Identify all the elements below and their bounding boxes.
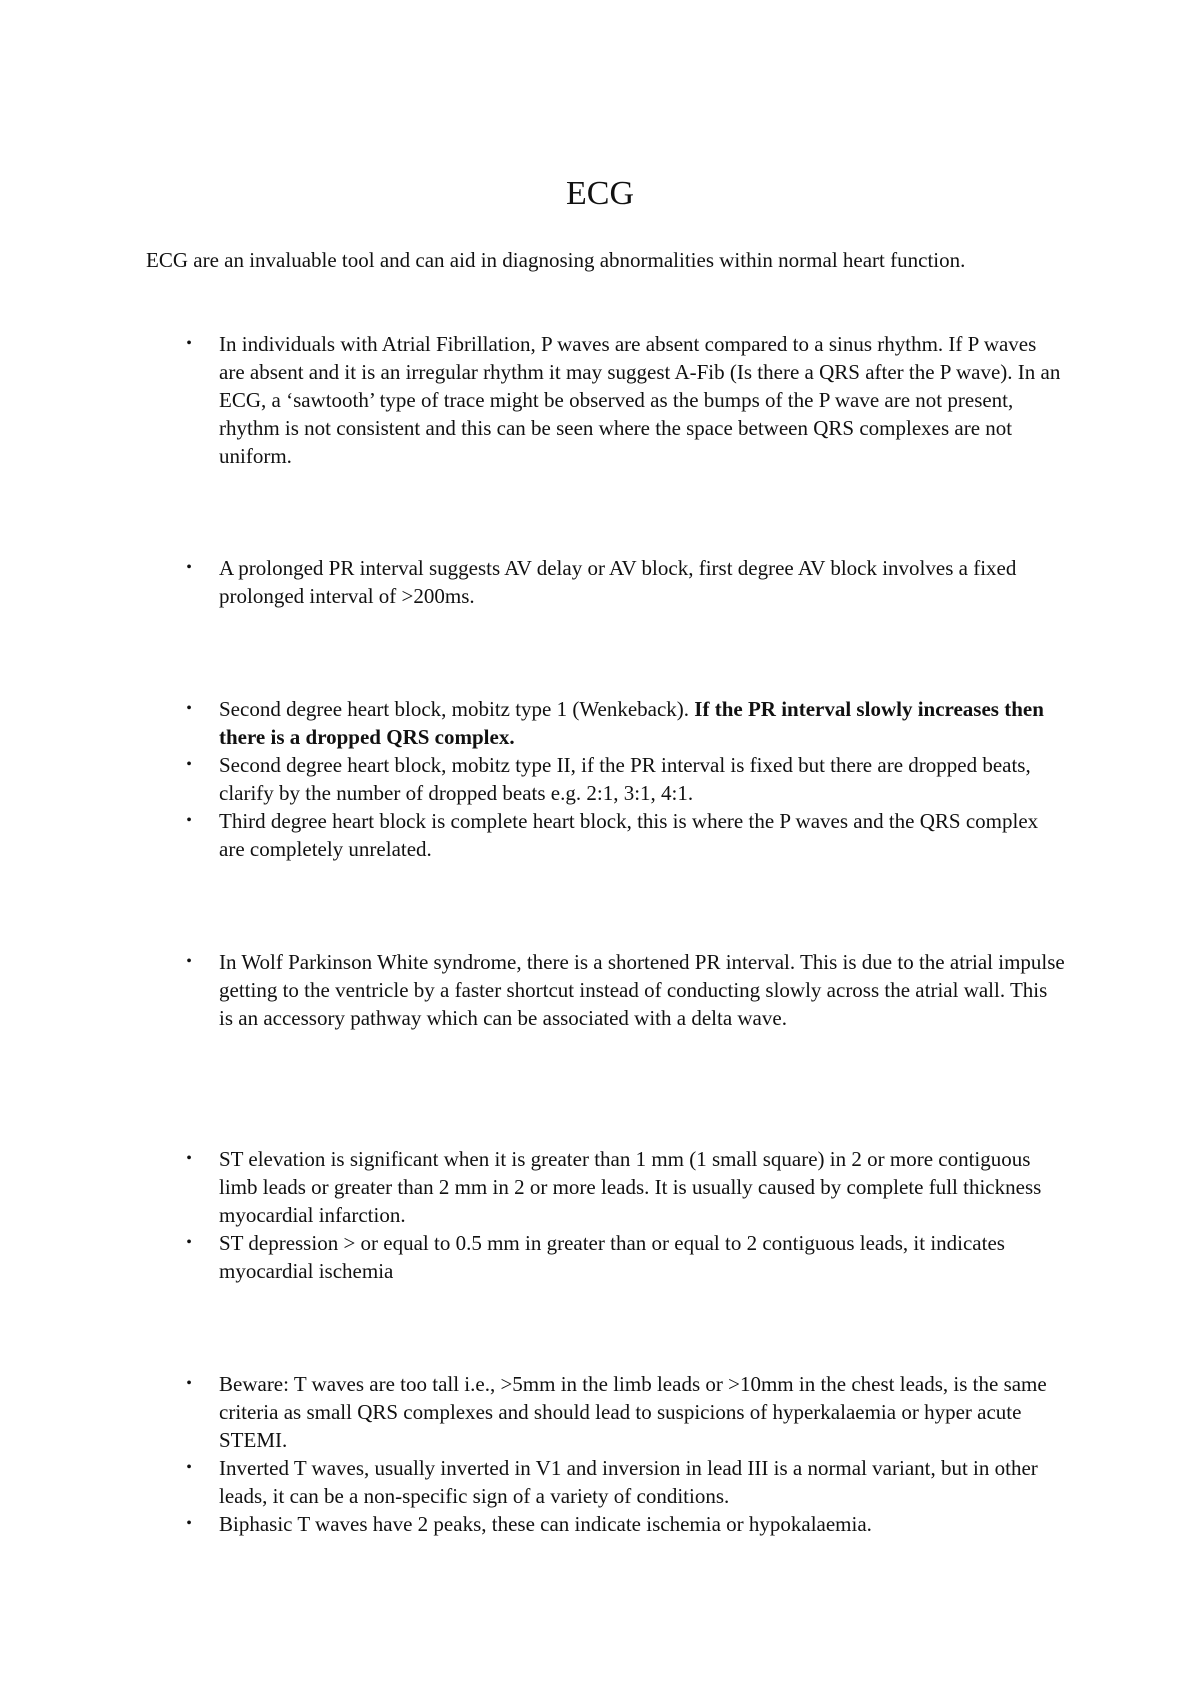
- bullet-item: [0, 948, 1200, 1032]
- bullet-item: [0, 695, 1200, 751]
- bullet-icon: •: [186, 1515, 192, 1532]
- bullet-group-heart-block: [0, 695, 1200, 863]
- bullet-group-pr-interval: [0, 554, 1200, 610]
- bullet-icon: •: [186, 1375, 192, 1392]
- bullet-item: [0, 1229, 1200, 1285]
- bullet-icon: •: [186, 812, 192, 829]
- bullet-icon: •: [186, 756, 192, 773]
- bullet-icon: •: [186, 700, 192, 717]
- bullet-text: In Wolf Parkinson White syndrome, there is a shortened PR interval. This is due to the atrial impulse getting to the ventricle by a faster shortcut instead of conducting slowly across the atrial wall. This is an accessory pathway which can be associated with a delta wave.: [219, 950, 1065, 1030]
- bullet-icon: •: [186, 1234, 192, 1251]
- bullet-text: Inverted T waves, usually inverted in V1 and inversion in lead III is a normal variant, but in other leads, it can be a non-specific sign of a variety of conditions.: [219, 1456, 1038, 1508]
- bullet-text: ST elevation is significant when it is greater than 1 mm (1 small square) in 2 or more contiguous limb leads or greater than 2 mm in 2 or more leads. It is usually caused by complete full thickness myocardial infarction.: [219, 1147, 1042, 1227]
- bullet-icon: •: [186, 953, 192, 970]
- bullet-text: ST depression > or equal to 0.5 mm in greater than or equal to 2 contiguous leads, it indicates myocardial ischemia: [219, 1231, 1005, 1283]
- bullet-text: Second degree heart block, mobitz type II, if the PR interval is fixed but there are dropped beats, clarify by the number of dropped beats e.g. 2:1, 3:1, 4:1.: [219, 753, 1031, 805]
- bullet-text: In individuals with Atrial Fibrillation, P waves are absent compared to a sinus rhythm. If P waves are absent and it is an irregular rhythm it may suggest A-Fib (Is there a QRS after the P wave). In an ECG, a ‘sawtooth’ type of trace might be observed as the bumps of the P wave are not present, rhythm is not consistent and this can be seen where the space between QRS complexes are not uniform.: [219, 332, 1061, 468]
- bullet-text: Beware: T waves are too tall i.e., >5mm in the limb leads or >10mm in the chest leads, is the same criteria as small QRS complexes and should lead to suspicions of hyperkalaemia or hyper acute STEMI.: [219, 1372, 1047, 1452]
- bullet-item: [0, 1510, 1200, 1538]
- bullet-item: [0, 1145, 1200, 1229]
- bullet-group-wolf-parkinson-white: [0, 948, 1200, 1032]
- bullet-item: [0, 1454, 1200, 1510]
- bullet-group-atrial-fibrillation: [0, 330, 1200, 470]
- document-title: ECG: [566, 175, 634, 212]
- bullet-text: A prolonged PR interval suggests AV delay or AV block, first degree AV block involves a fixed prolonged interval of >200ms.: [219, 556, 1017, 608]
- bullet-icon: •: [186, 559, 192, 576]
- bullet-group-t-waves: [0, 1370, 1200, 1538]
- bullet-group-st-segment: [0, 1145, 1200, 1285]
- bullet-text: Biphasic T waves have 2 peaks, these can indicate ischemia or hypokalaemia.: [219, 1512, 872, 1536]
- bullet-icon: •: [186, 335, 192, 352]
- bullet-text: Second degree heart block, mobitz type 1 (Wenkeback).: [219, 697, 695, 721]
- bullet-item: [0, 1370, 1200, 1454]
- bullet-bold-text: If the PR interval slowly increases then there is a dropped QRS complex.: [219, 697, 1044, 749]
- bullet-item: [0, 751, 1200, 807]
- bullet-icon: •: [186, 1459, 192, 1476]
- bullet-icon: •: [186, 1150, 192, 1167]
- intro-paragraph: ECG are an invaluable tool and can aid in diagnosing abnormalities within normal heart function.: [146, 248, 966, 272]
- bullet-text: Third degree heart block is complete heart block, this is where the P waves and the QRS complex are completely unrelated.: [219, 809, 1039, 861]
- bullet-item: [0, 554, 1200, 610]
- bullet-item: [0, 330, 1200, 470]
- bullet-item: [0, 807, 1200, 863]
